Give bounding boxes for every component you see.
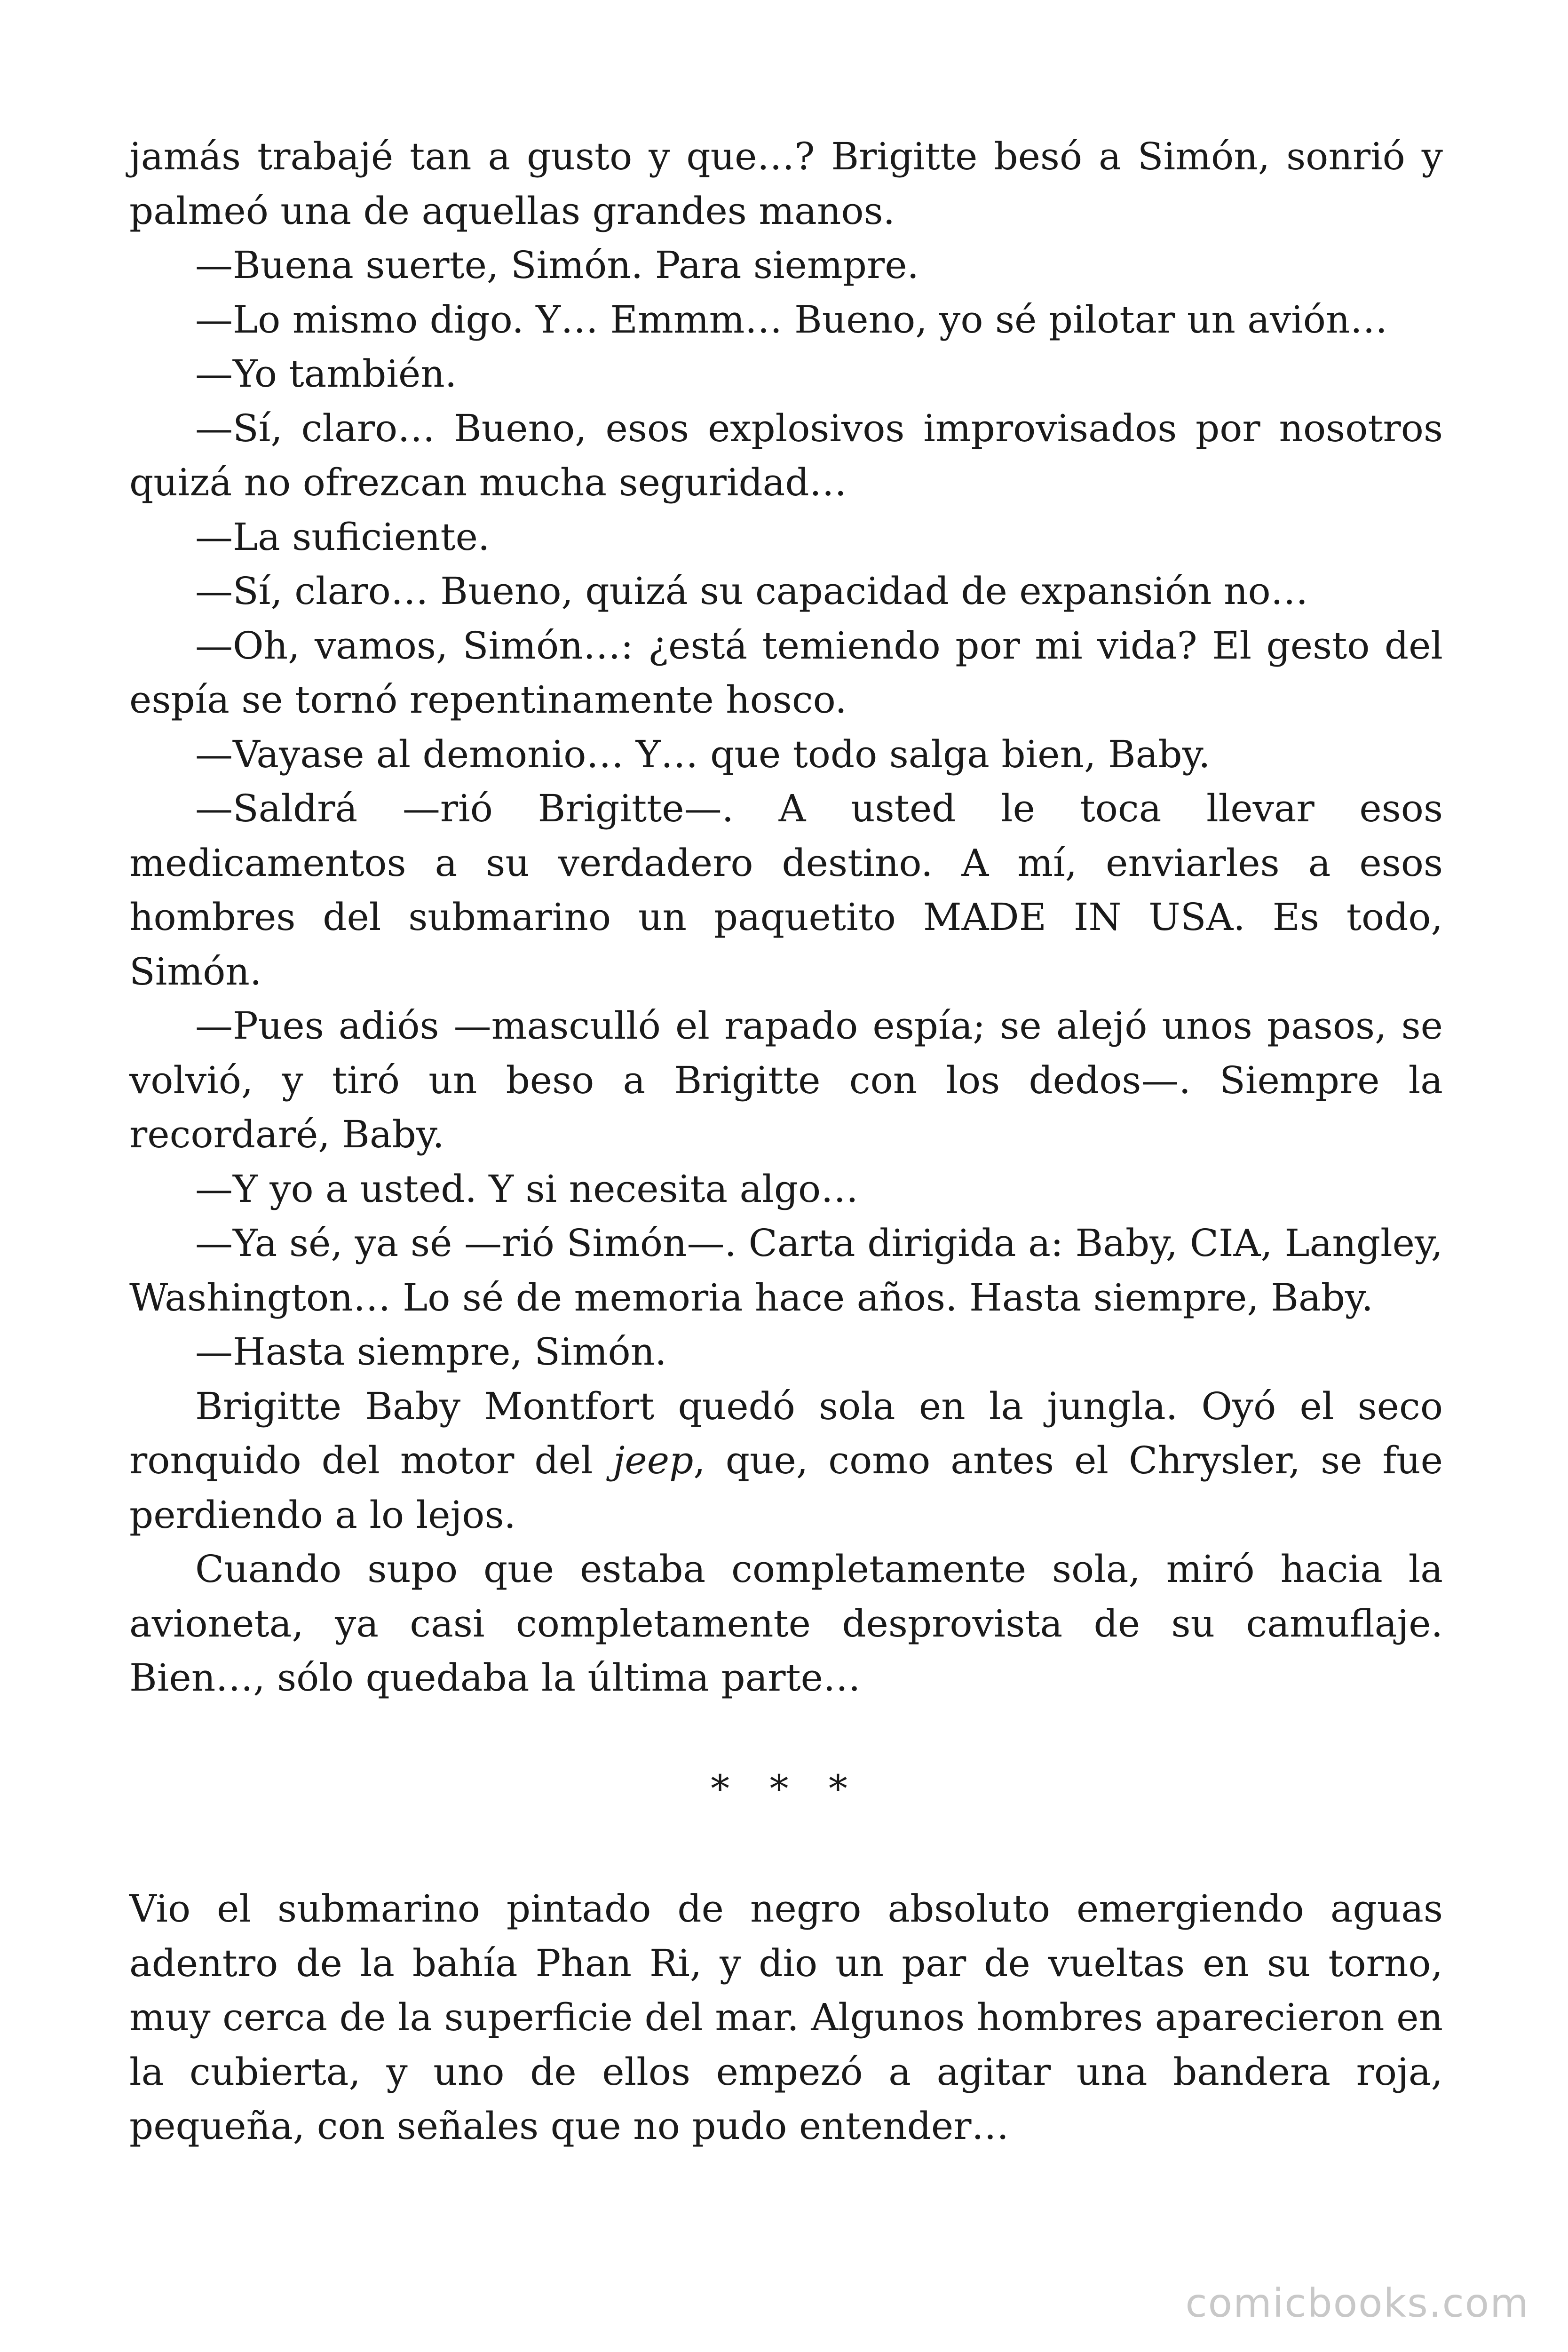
section-separator: * * * xyxy=(711,1766,862,1811)
paragraph-1: jamás trabajé tan a gusto y que…? Brigitte besó a Simón, sonrió y palmeó una de aquellas grandes manos. xyxy=(129,135,1443,233)
paragraph-3: —Lo mismo digo. Y… Emmm… Bueno, yo sé pilotar un avión… xyxy=(195,297,1388,342)
paragraph-9: —Vayase al demonio… Y… que todo salga bien, Baby. xyxy=(195,732,1211,776)
paragraph-2: —Buena suerte, Simón. Para siempre. xyxy=(195,243,919,287)
jeep-italic-word: jeep xyxy=(613,1438,694,1482)
paragraph-11: —Pues adiós —masculló el rapado espía; se alejó unos pasos, se volvió, y tiró un beso a Brigitte con los dedos—. Siempre la recordaré, Baby. xyxy=(129,1004,1443,1156)
jeep-paragraph-before: Brigitte Baby Montfort quedó sola en la jungla. Oyó el seco ronquido del motor del xyxy=(129,1384,1443,1482)
paragraph-14: —Hasta siempre, Simón. xyxy=(195,1330,667,1374)
paragraph-6: —La suficiente. xyxy=(195,515,490,559)
paragraph-4: —Yo también. xyxy=(195,352,457,396)
dialogue-section xyxy=(129,129,1443,1379)
paragraph-12: —Y yo a usted. Y si necesita algo… xyxy=(195,1167,859,1211)
jeep-paragraph xyxy=(129,1379,1443,1542)
submarine-paragraph: Vio el submarino pintado de negro absoluto emergiendo aguas adentro de la bahía Phan Ri, y dio un par de vueltas en su torno, muy cerca de la superficie del mar. Algunos hombres aparecieron en la cubierta, y uno de ellos empezó a agitar una bandera roja, pequeña, con señales que no pudo entender… xyxy=(129,1887,1443,2148)
paragraph-5: —Sí, claro… Bueno, esos explosivos improvisados por nosotros quizá no ofrezcan mucha seguridad… xyxy=(129,406,1443,504)
paragraph-10: —Saldrá —rió Brigitte—. A usted le toca llevar esos medicamentos a su verdadero destino. A mí, enviarles a esos hombres del submarino un paquetito MADE IN USA. Es todo, Simón. xyxy=(129,787,1443,993)
paragraph-8: —Oh, vamos, Simón…: ¿está temiendo por mi vida? El gesto del espía se tornó repentinamente hosco. xyxy=(129,623,1443,722)
paragraph-7: —Sí, claro… Bueno, quizá su capacidad de expansión no… xyxy=(195,569,1308,613)
closing-paragraph: Cuando supo que estaba completamente sola, miró hacia la avioneta, ya casi completamente desprovista de su camuflaje. Bien…, sólo quedaba la última parte… xyxy=(129,1547,1443,1700)
jeep-paragraph-after: , que, como antes el Chrysler, se fue perdiendo a lo lejos. xyxy=(129,1438,1443,1537)
paragraph-13: —Ya sé, ya sé —rió Simón—. Carta dirigida a: Baby, CIA, Langley, Washington… Lo sé de memoria hace años. Hasta siempre, Baby. xyxy=(129,1221,1443,1319)
page-text xyxy=(129,129,1443,2153)
watermark-logo: comicbooks.com xyxy=(1185,2280,1529,2326)
